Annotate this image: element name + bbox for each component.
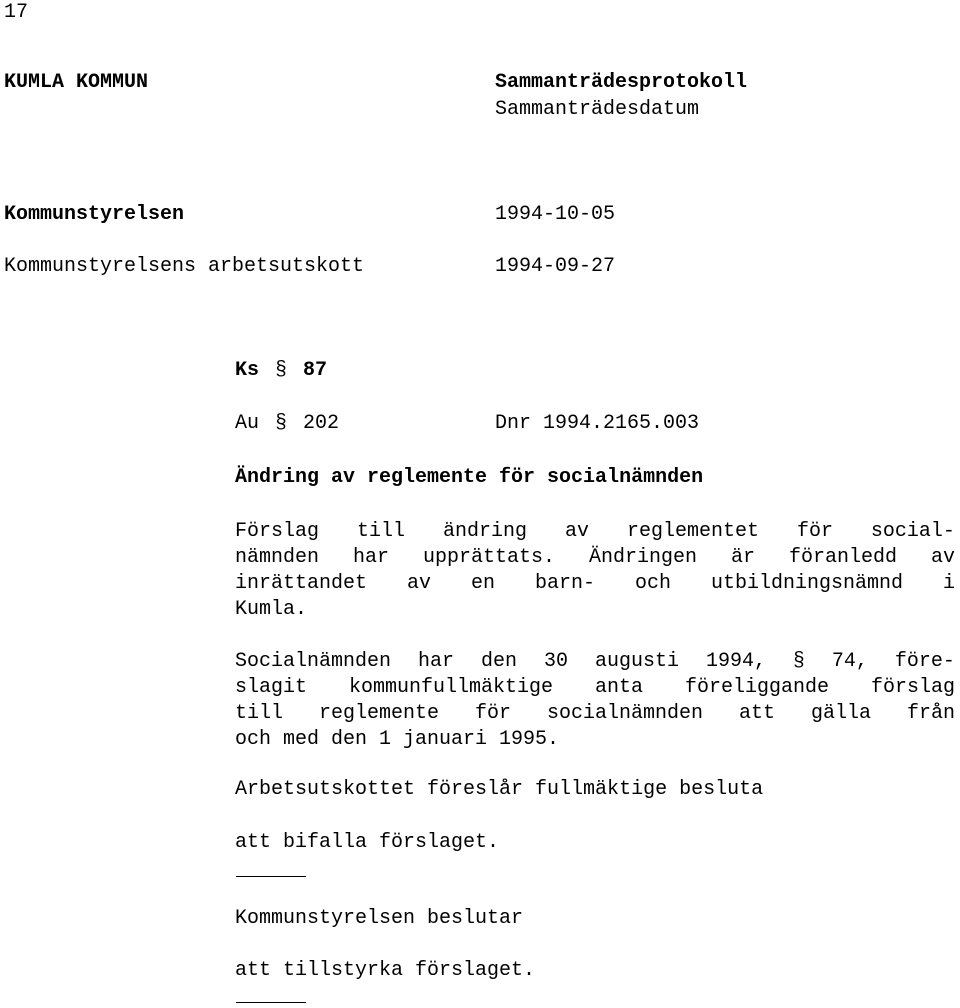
decision-text: att tillstyrka förslaget.: [235, 959, 536, 982]
item-title: Ändring av reglemente för socialnämnden: [235, 466, 704, 489]
municipality-name: KUMLA KOMMUN: [4, 71, 149, 94]
body-date-kommunstyrelsen: 1994-10-05: [495, 203, 616, 226]
page-number: 17: [4, 1, 29, 24]
paragraph-2-line: till reglemente för socialnämnden att gälla från: [235, 702, 955, 725]
proposal-decision: att bifalla förslaget.: [235, 831, 500, 854]
ks-prefix: Ks: [235, 359, 260, 382]
divider-line: [236, 876, 306, 877]
au-number: 202: [303, 412, 340, 435]
meeting-date-label: Sammanträdesdatum: [495, 98, 700, 121]
body-name-kommunstyrelsen: Kommunstyrelsen: [4, 203, 185, 226]
paragraph-1: [235, 519, 955, 623]
ks-number: 87: [303, 359, 328, 382]
proposal-intro: Arbetsutskottet föreslår fullmäktige besluta: [235, 778, 764, 801]
body-name-arbetsutskott: Kommunstyrelsens arbetsutskott: [4, 255, 365, 278]
body-date-arbetsutskott: 1994-09-27: [495, 255, 616, 278]
au-reference: [235, 411, 339, 437]
paragraph-1-line: inrättandet av en barn- och utbildningsnämnd i: [235, 572, 955, 595]
divider-line: [236, 1002, 306, 1003]
diary-number: Dnr 1994.2165.003: [495, 412, 700, 435]
decision-intro: Kommunstyrelsen beslutar: [235, 907, 524, 930]
paragraph-2-line: och med den 1 januari 1995.: [235, 728, 560, 751]
paragraph-2: [235, 649, 955, 753]
ks-reference: [235, 358, 327, 384]
paragraph-1-line: Förslag till ändring av reglementet för social-: [235, 520, 955, 543]
document-type: Sammanträdesprotokoll: [495, 71, 748, 94]
paragraph-1-line: nämnden har upprättats. Ändringen är föranledd av: [235, 546, 955, 569]
paragraph-2-line: Socialnämnden har den 30 augusti 1994, § 74, före-: [235, 650, 955, 673]
section-sign-icon: §: [275, 412, 288, 435]
paragraph-1-line: Kumla.: [235, 598, 308, 621]
paragraph-2-line: slagit kommunfullmäktige anta föreliggande förslag: [235, 676, 955, 699]
section-sign-icon: §: [275, 359, 288, 382]
section-sign-icon: §: [792, 650, 805, 673]
au-prefix: Au: [235, 412, 260, 435]
